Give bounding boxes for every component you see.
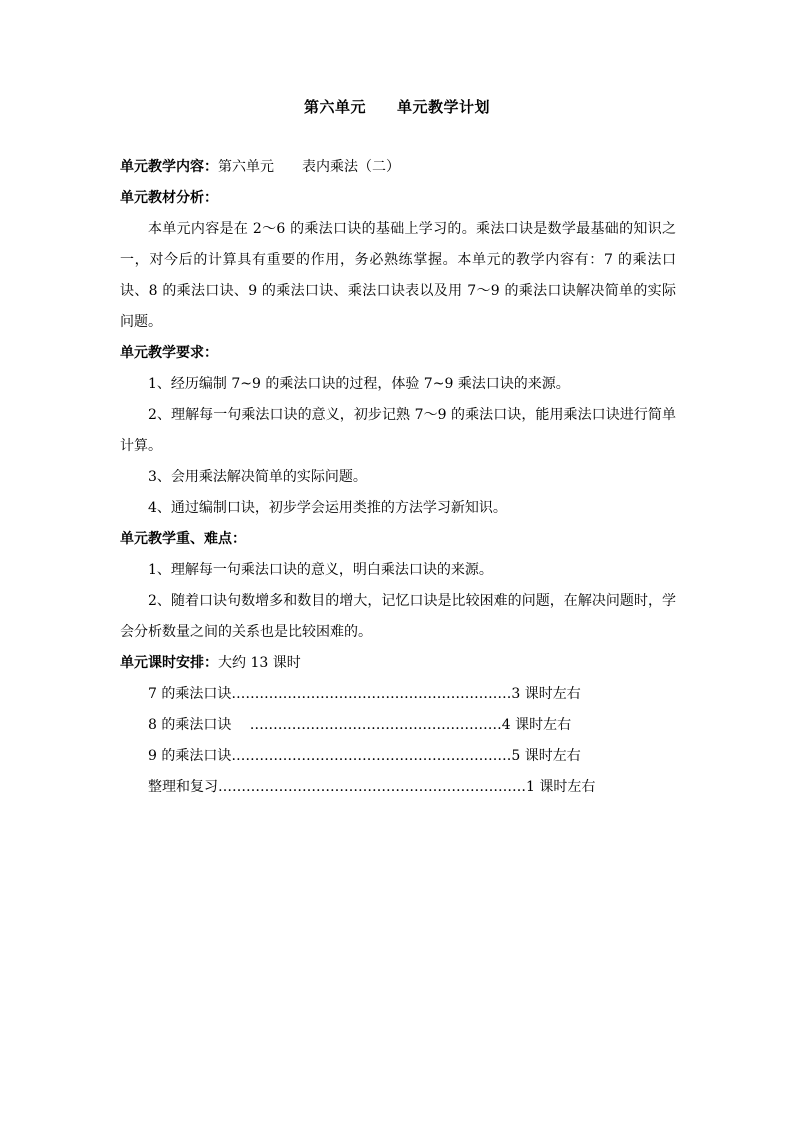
requirement-item: 4、通过编制口诀，初步学会运用类推的方法学习新知识。 bbox=[148, 500, 507, 516]
requirements-heading: 单元教学要求： bbox=[120, 345, 218, 361]
key-point-item: 2、随着口诀句数增多和数目的增大，记忆口诀是比较困难的问题，在解决问题时，学会分析数量之间的关系也是比较困难的。 bbox=[120, 593, 676, 640]
page-title: 第六单元 单元教学计划 bbox=[303, 98, 490, 116]
requirement-item: 3、会用乘法解决简单的实际问题。 bbox=[148, 469, 367, 485]
schedule-row: 7 的乘法口诀……………………………………………………3 课时左右 bbox=[148, 686, 581, 702]
requirement-item: 2、理解每一句乘法口诀的意义，初步记熟 7～9 的乘法口诀，能用乘法口诀进行简单计算。 bbox=[120, 407, 676, 454]
schedule-row: 8 的乘法口诀 ………………………………………………4 课时左右 bbox=[148, 717, 572, 733]
analysis-paragraph: 本单元内容是在 2～6 的乘法口诀的基础上学习的。乘法口诀是数学最基础的知识之一，对今后的计算具有重要的作用，务必熟练掌握。本单元的教学内容有：7 的乘法口诀、8 的乘法口诀、9 的乘法口诀、乘法口诀表以及用 7～9 的乘法口诀解决简单的实际问题。 bbox=[120, 221, 676, 330]
content-heading-label: 单元教学内容： bbox=[120, 159, 218, 175]
analysis-heading: 单元教材分析： bbox=[120, 190, 218, 206]
requirement-item: 1、经历编制 7~9 的乘法口诀的过程，体验 7~9 乘法口诀的来源。 bbox=[148, 376, 570, 392]
schedule-value: 大约 13 课时 bbox=[218, 655, 301, 671]
schedule-label: 单元课时安排： bbox=[120, 655, 218, 671]
schedule-heading-line bbox=[120, 648, 676, 679]
key-point-item: 1、理解每一句乘法口诀的意义，明白乘法口诀的来源。 bbox=[148, 562, 493, 578]
key-points-heading: 单元教学重、难点： bbox=[120, 531, 246, 547]
content-heading-value: 第六单元 表内乘法（二） bbox=[218, 159, 400, 175]
schedule-row: 整理和复习…………………………………………………………1 课时左右 bbox=[148, 779, 596, 795]
document-body bbox=[120, 152, 676, 803]
content-heading-line bbox=[120, 152, 676, 183]
schedule-row: 9 的乘法口诀……………………………………………………5 课时左右 bbox=[148, 748, 581, 764]
